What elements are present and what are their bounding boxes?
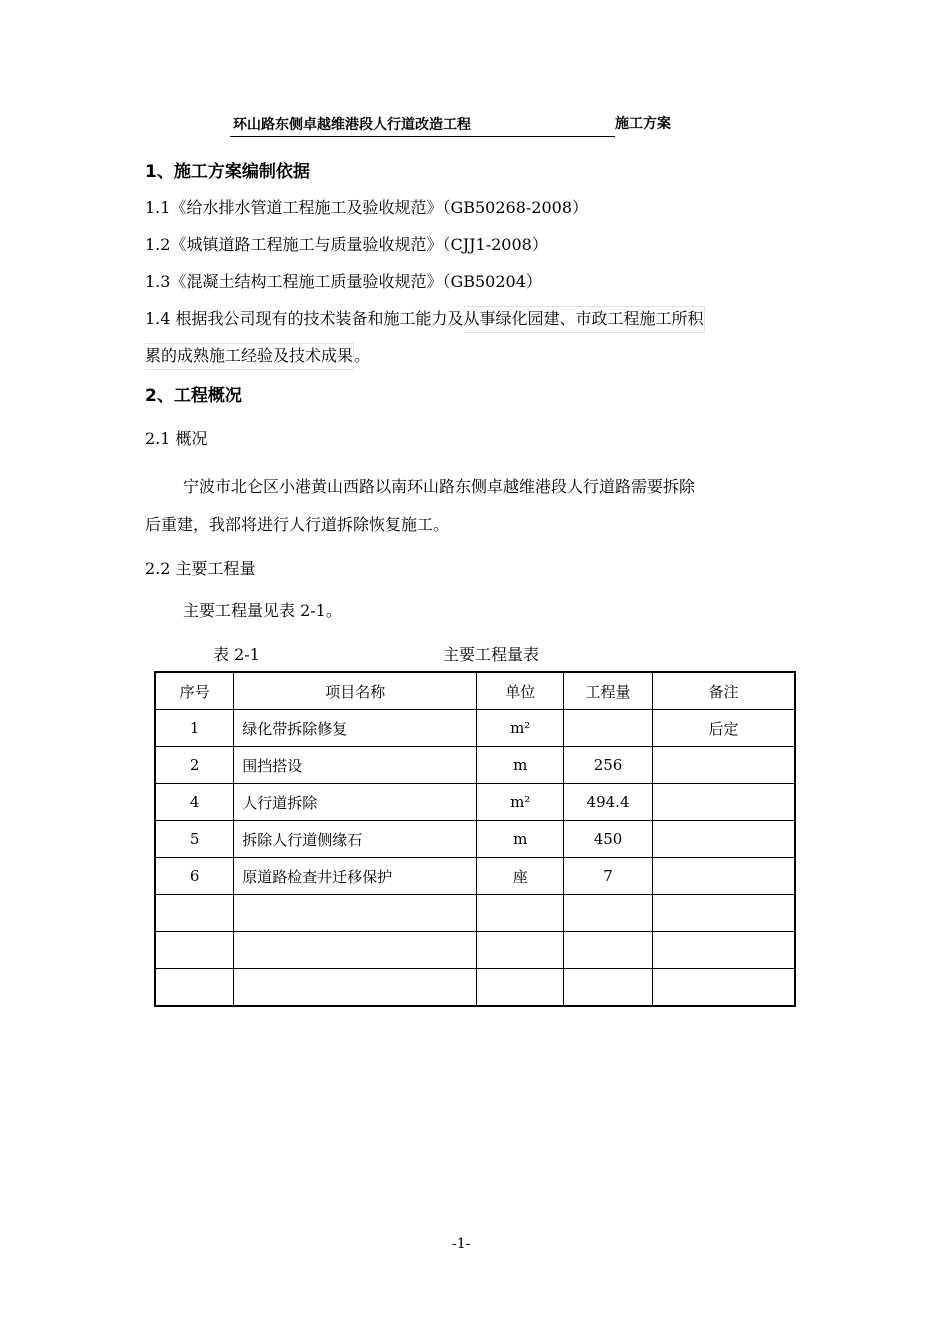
page-number: -1- — [452, 1236, 471, 1252]
cell-quantity — [564, 710, 653, 747]
basis-item-2: 1.2《城镇道路工程施工与质量验收规范》（CJJ1-2008） — [145, 235, 548, 254]
cell-index — [155, 969, 234, 1007]
cell-item: 人行道拆除 — [234, 784, 477, 821]
cell-item: 绿化带拆除修复 — [234, 710, 477, 747]
table-row — [155, 710, 795, 747]
subsection-overview: 2.1 概况 — [145, 429, 208, 448]
table-row — [155, 969, 795, 1007]
cell-quantity: 450 — [564, 821, 653, 858]
basis-item-4-text-d: 。 — [354, 346, 371, 365]
table-header-row — [155, 672, 795, 710]
overview-line-1: 宁波市北仑区小港黄山西路以南环山路东侧卓越维港段人行道路需要拆除 — [183, 477, 696, 496]
cell-remark: 后定 — [652, 710, 795, 747]
header-cell-item: 项目名称 — [234, 672, 477, 710]
overview-line-2: 后重建，我部将进行人行道拆除恢复施工。 — [145, 515, 450, 534]
cell-remark — [652, 784, 795, 821]
basis-item-4-text-b: 从事绿化园建、市政工程施工所积 — [464, 306, 705, 333]
cell-unit — [477, 969, 564, 1007]
cell-remark — [652, 969, 795, 1007]
basis-item-3: 1.3《混凝土结构工程施工质量验收规范》（GB50204） — [145, 272, 542, 291]
cell-remark — [652, 821, 795, 858]
cell-unit: 座 — [477, 858, 564, 895]
table-row — [155, 895, 795, 932]
cell-item — [234, 969, 477, 1007]
cell-quantity: 494.4 — [564, 784, 653, 821]
quantities-intro: 主要工程量见表 2-1。 — [183, 601, 342, 620]
cell-unit: m — [477, 821, 564, 858]
table-row — [155, 784, 795, 821]
header-cell-quantity: 工程量 — [564, 672, 653, 710]
cell-item: 原道路检查井迁移保护 — [234, 858, 477, 895]
cell-item — [234, 895, 477, 932]
cell-item: 拆除人行道侧缘石 — [234, 821, 477, 858]
cell-unit: m² — [477, 710, 564, 747]
basis-item-4-line1 — [145, 306, 705, 329]
cell-quantity — [564, 969, 653, 1007]
table-caption: 主要工程量表 — [443, 645, 540, 664]
basis-item-4-text-a: 1.4 根据我公司现有的技术装备和施工能力及 — [145, 309, 464, 328]
header-underline — [230, 136, 615, 137]
cell-unit — [477, 932, 564, 969]
cell-item: 围挡搭设 — [234, 747, 477, 784]
table-label: 表 2-1 — [213, 645, 260, 664]
table-row — [155, 821, 795, 858]
basis-item-4-text-c: 累的成熟施工经验及技术成果 — [145, 343, 354, 370]
cell-index: 6 — [155, 858, 234, 895]
cell-item — [234, 932, 477, 969]
cell-quantity: 7 — [564, 858, 653, 895]
cell-unit — [477, 895, 564, 932]
section1-heading: 1、施工方案编制依据 — [145, 162, 310, 182]
subsection-quantities: 2.2 主要工程量 — [145, 559, 256, 578]
table-row — [155, 858, 795, 895]
section2-heading: 2、工程概况 — [145, 386, 242, 406]
table-row — [155, 747, 795, 784]
cell-index: 4 — [155, 784, 234, 821]
cell-quantity: 256 — [564, 747, 653, 784]
header-doc-type: 施工方案 — [615, 116, 671, 132]
cell-remark — [652, 747, 795, 784]
table-row — [155, 932, 795, 969]
quantities-table — [154, 671, 796, 1007]
cell-index — [155, 895, 234, 932]
cell-unit: m² — [477, 784, 564, 821]
cell-index: 5 — [155, 821, 234, 858]
basis-item-4-line2 — [145, 343, 370, 366]
cell-index: 2 — [155, 747, 234, 784]
cell-unit: m — [477, 747, 564, 784]
cell-quantity — [564, 932, 653, 969]
header-project-title: 环山路东侧卓越维港段人行道改造工程 — [233, 117, 471, 133]
cell-index: 1 — [155, 710, 234, 747]
cell-quantity — [564, 895, 653, 932]
header-cell-unit: 单位 — [477, 672, 564, 710]
cell-index — [155, 932, 234, 969]
cell-remark — [652, 895, 795, 932]
basis-item-1: 1.1《给水排水管道工程施工及验收规范》（GB50268-2008） — [145, 198, 589, 217]
header-cell-index: 序号 — [155, 672, 234, 710]
cell-remark — [652, 858, 795, 895]
cell-remark — [652, 932, 795, 969]
header-cell-remark: 备注 — [652, 672, 795, 710]
